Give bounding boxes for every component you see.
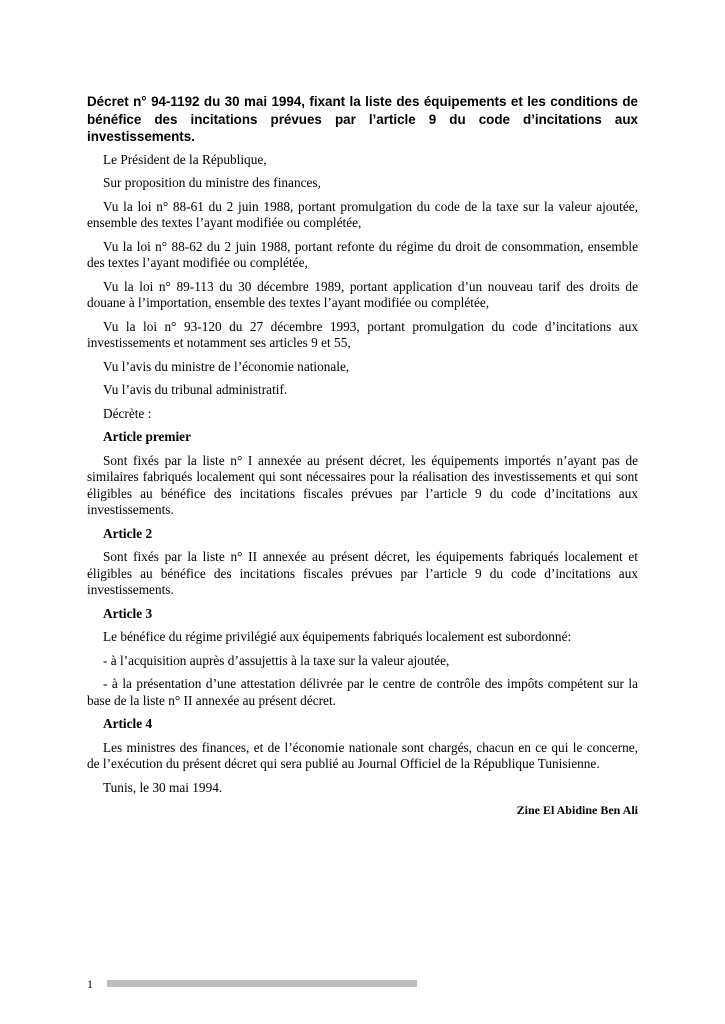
article-paragraph: Sont fixés par la liste n° II annexée au présent décret, les équipements fabriqués localement et éligibles au bénéfice des incitations fiscales prévues par l’article 9 du code d’incitations aux investissements. [87, 549, 638, 597]
document-body [87, 93, 638, 818]
preamble-line: Vu la loi n° 88-61 du 2 juin 1988, portant promulgation du code de la taxe sur la valeur ajoutée, ensemble des textes l’ayant modifiée ou complétée, [87, 198, 638, 230]
article-paragraph: Les ministres des finances, et de l’économie nationale sont chargés, chacun en ce qui le concerne, de l’exécution du présent décret qui sera publié au Journal Officiel de la République Tunisienne. [87, 739, 638, 771]
preamble-line: Vu l’avis du ministre de l’économie nationale, [103, 358, 350, 374]
article-1 [87, 429, 638, 519]
article-4 [87, 716, 638, 796]
article-heading: Article premier [103, 429, 191, 444]
preamble-line: Vu la loi n° 88-62 du 2 juin 1988, portant refonte du régime du droit de consommation, ensemble des textes l’ayant modifiée ou complétée, [87, 238, 638, 270]
preamble-line: Vu l’avis du tribunal administratif. [103, 382, 288, 397]
article-paragraph: Le bénéfice du régime privilégié aux équipements fabriqués localement est subordonné: [103, 629, 572, 644]
preamble-line: Sur proposition du ministre des finances, [103, 175, 321, 190]
article-paragraph: Sont fixés par la liste n° I annexée au présent décret, les équipements importés n’ayant pas de similaires fabriqués localement qui sont nécessaires pour la réalisation des investissements et qui sont éligibles au bénéfice des incitations fiscales prévues par l’article 9 du code d’incitations aux investissements. [87, 452, 638, 517]
article-3 [87, 606, 638, 710]
decree-title: Décret n° 94-1192 du 30 mai 1994, fixant la liste des équipements et les conditions de bénéfice des incitations prévues par l’article 9 du code d’incitations aux investissements. [87, 94, 638, 144]
article-heading: Article 4 [103, 716, 153, 731]
preamble-line: Vu la loi n° 89-113 du 30 décembre 1989, portant application d’un nouveau tarif des droits de douane à l’importation, ensemble des textes l’ayant modifiée ou complétée, [87, 278, 638, 310]
date-line: Tunis, le 30 mai 1994. [103, 779, 223, 795]
article-heading: Article 2 [103, 525, 153, 541]
signature: Zine El Abidine Ben Ali [516, 803, 638, 817]
preamble-line: Décrète : [103, 405, 152, 421]
article-2 [87, 526, 638, 599]
preamble-line: Vu la loi n° 93-120 du 27 décembre 1993, portant promulgation du code d’incitations aux investissements et notamment ses articles 9 et 55, [87, 318, 638, 350]
page-number: 1 [87, 977, 93, 991]
footer-bar [107, 980, 417, 987]
preamble [87, 152, 638, 423]
article-heading: Article 3 [103, 605, 153, 621]
article-paragraph: - à la présentation d’une attestation délivrée par le centre de contrôle des impôts compétent sur la base de la liste n° II annexée au présent décret. [87, 676, 638, 708]
preamble-line: Le Président de la République, [103, 151, 267, 167]
article-paragraph: - à l’acquisition auprès d’assujettis à la taxe sur la valeur ajoutée, [103, 652, 450, 668]
